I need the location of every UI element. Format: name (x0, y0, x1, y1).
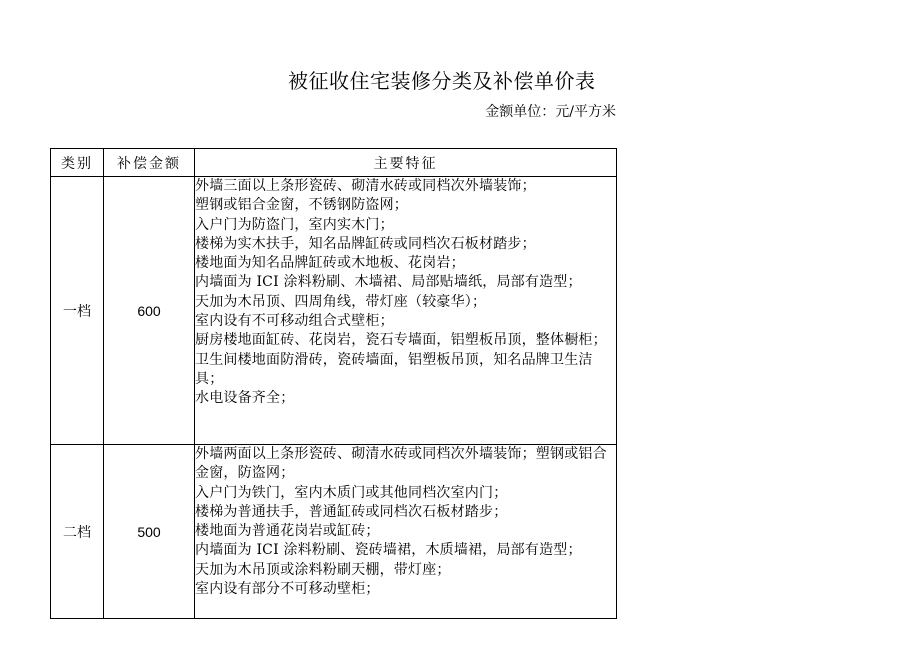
feature-line: 室内设有不可移动组合式壁柜； (195, 313, 394, 330)
unit-label: 金额单位：元/平方米 (485, 104, 616, 120)
feature-line: 外墙两面以上条形瓷砖、砌清水砖或同档次外墙装饰；塑钢或铝合金窗，防盗网； (195, 446, 607, 482)
feature-line: 水电设备齐全； (195, 390, 295, 407)
feature-line: 天加为木吊顶或涂料粉刷天棚，带灯座； (195, 561, 451, 578)
features-cell (195, 177, 617, 445)
feature-line: 厨房楼地面缸砖、花岗岩，瓷石专墙面，铝塑板吊顶，整体橱柜； (195, 332, 607, 349)
page-title: 被征收住宅装修分类及补偿单价表 (288, 69, 596, 93)
feature-line: 楼梯为普通扶手，普通缸砖或同档次石板材踏步； (195, 503, 508, 520)
feature-line: 卫生间楼地面防滑砖，瓷砖墙面，铝塑板吊顶，知名品牌卫生洁具； (195, 351, 593, 387)
compensation-table (50, 148, 617, 619)
feature-line: 天加为木吊顶、四周角线，带灯座（较豪华）； (195, 293, 487, 310)
feature-line: 内墙面为 ICI 涂料粉刷、木墙裙、局部贴墙纸，局部有造型； (195, 274, 582, 291)
header-amount: 补偿金额 (104, 149, 195, 177)
feature-line: 塑钢或铝合金窗，不锈钢防盗网； (195, 197, 408, 214)
header-category: 类别 (51, 149, 104, 177)
feature-line: 外墙三面以上条形瓷砖、砌清水砖或同档次外墙装饰； (195, 178, 536, 194)
table-header-row (51, 149, 617, 177)
feature-line: 楼地面为普通花岗岩或缸砖； (195, 523, 380, 540)
feature-line: 内墙面为 ICI 涂料粉刷、瓷砖墙裙，木质墙裙，局部有造型； (195, 542, 582, 559)
table-row (51, 445, 617, 619)
table-row (51, 177, 617, 445)
feature-line: 室内设有部分不可移动壁柜； (195, 581, 380, 598)
feature-line: 入户门为铁门，室内木质门或其他同档次室内门； (195, 484, 508, 501)
category-cell: 一档 (51, 177, 104, 445)
feature-line: 楼梯为实木扶手，知名品牌缸砖或同档次石板材踏步； (195, 235, 536, 252)
header-features: 主要特征 (195, 149, 617, 177)
amount-cell: 600 (104, 177, 195, 445)
amount-cell: 500 (104, 445, 195, 619)
category-cell: 二档 (51, 445, 104, 619)
features-cell (195, 445, 617, 619)
feature-line: 入户门为防盗门，室内实木门； (195, 216, 394, 233)
feature-line: 楼地面为知名品牌缸砖或木地板、花岗岩； (195, 255, 465, 272)
